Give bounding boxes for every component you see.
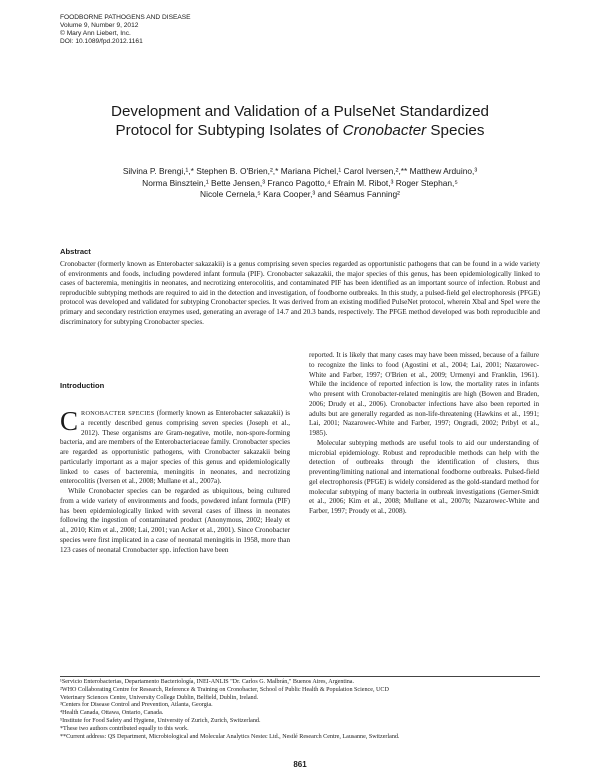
authors-line-2: Norma Binsztein,¹ Bette Jensen,³ Franco Pagotto,⁴ Efrain M. Ribot,³ Roger Stephan,⁵ — [142, 177, 458, 188]
footnote: ⁴Health Canada, Ottawa, Ontario, Canada. — [60, 710, 164, 717]
abstract-section — [60, 247, 540, 327]
drop-cap: C — [60, 406, 79, 436]
right-column — [309, 351, 539, 517]
intro-paragraph-3: reported. It is likely that many cases may have been missed, because of a failure to recognize the links to food (Agostini et al., 2004; Lai, 2001; Nazarowec-White and Farber, 1997; O'Brien et al., 2009; Urmenyi and Franklin, 1961). While the incidence of reported infection is low, the mortality rates in infants who present with Cronobacter-related meningitis are high (Bowen and Braden, 2006; Drudy et al., 2006). Cronobacter infections have also been reported in adults but are generally regarded as non-life-threatening (Hawkins et al., 1991; Lai, 2001; Nazarowec-White and Farber, 1997; Ongradi, 2002; Pribyl et al., 1985). — [309, 351, 539, 437]
footnote: ³Centers for Disease Control and Prevention, Atlanta, Georgia. — [60, 702, 213, 709]
copyright-line: © Mary Ann Liebert, Inc. — [60, 30, 131, 37]
intro-paragraph-4: Molecular subtyping methods are useful tools to aid our understanding of microbial epidemiology. Robust and reproducible methods can help with the detection of outbreaks through the identification of clusters, thus preventing/limiting national and international foodborne outbreaks. Pulsed-field gel electrophoresis (PFGE) is widely considered as the gold-standard method for molecular subtyping of many bacteria in outbreak investigations (Gerner-Smidt et al., 2006; Kim et al., 2008; Mullane et al., 2007b; Nazarowec-White and Farber, 1997; Proudy et al., 2008). — [309, 438, 539, 515]
footnote: *These two authors contributed equally to this work. — [60, 725, 189, 732]
title-line-2: Protocol for Subtyping Isolates of Cronobacter Species — [115, 122, 485, 139]
journal-name: FOODBORNE PATHOGENS AND DISEASE — [60, 14, 191, 21]
left-column — [60, 406, 290, 555]
authors-line-1: Silvina P. Brengi,¹,* Stephen B. O'Brien,²,* Mariana Pichel,¹ Carol Iversen,²,** Matthew Arduino,³ — [122, 166, 478, 176]
paper-title — [40, 102, 560, 140]
author-list — [70, 166, 530, 201]
footnote-divider — [60, 676, 540, 677]
footnote: ⁵Institute for Food Safety and Hygiene, University of Zurich, Zurich, Switzerland. — [60, 717, 261, 724]
footnote: ²WHO Collaborating Centre for Research, Reference & Training on Cronobacter, School of Public Health & Population Science, UCD — [60, 686, 389, 693]
small-caps-lead: RONOBACTER SPECIES — [81, 410, 155, 417]
footnote: ¹Servicio Enterobacterias, Departamento Bacteriología, INEI-ANLIS "Dr. Carlos G. Malbrán," Buenos Aires, Argentina. — [60, 679, 355, 685]
journal-header — [60, 14, 360, 46]
journal-volume: Volume 9, Number 9, 2012 — [60, 22, 139, 29]
abstract-heading: Abstract — [60, 247, 91, 256]
introduction-heading: Introduction — [60, 381, 105, 390]
doi-line: DOI: 10.1089/fpd.2012.1161 — [60, 38, 143, 45]
intro-paragraph-2: While Cronobacter species can be regarded as ubiquitous, being cultured from a wide variety of environments and foods, powdered infant formula (PIF) has been epidemiologically linked with several cases of illness in neonates following the ingestion of contaminated product (Anonymous, 2002; Healy et al., 2010; Kim et al., 2008; Lai, 2001; van Acker et al., 2001). Since Cronobacter species were first implicated in a case of neonatal meningitis in 1958, more than 123 cases of neonatal Cronobacter spp. infection have been — [60, 487, 290, 554]
intro-paragraph-1: CRONOBACTER SPECIES (formerly known as Enterobacter sakazakii) is a recently described genus comprising seven species (Joseph et al., 2012). These organisms are Gram-negative, motile, non-spore-forming bacteria, and are members of the Enterobacteriaceae family. Cronobacter species are regarded as opportunistic pathogens, with Cronobacter sakazakii being particularly important as a major species of this genus and epidemiologically linked to cases of bacteremia, meningitis in neonates, and necrotizing enterocolitis (Iversen et al., 2008; Mullane et al., 2007a). — [60, 406, 290, 486]
title-genus: Cronobacter — [342, 122, 427, 139]
footnotes — [60, 679, 540, 741]
footnote: **Current address: QS Department, Microbiological and Molecular Analytics Nestec Ltd., Nestlé Research Centre, Lausanne, Switzerland. — [60, 733, 400, 740]
abstract-text: Cronobacter (formerly known as Enterobacter sakazakii) is a genus comprising seven species regarded as opportunistic pathogens that can be found in a wide variety of environments and foods, including powdered infant formula (PIF). Cronobacter sakazakii, the major species of this genus, has been epidemiologically linked to cases of bacteremia, meningitis in neonates, and necrotizing enterocolitis, and contaminated PIF has been identified as an important source of infection. Robust and reproducible subtyping methods are required to aid in the detection and investigation, of foodborne outbreaks. In this study, a pulsed-field gel electrophoresis (PFGE) protocol was developed and validated for subtyping Cronobacter species. It was derived from an existing modified PulseNet protocol, wherein XbaI and SpeI were the primary and secondary restriction enzymes used, generating an average of 14.7 and 20.3 bands, respectively. The PFGE method developed was both reproducible and discriminatory for subtyping Cronobacter species. — [60, 260, 540, 326]
title-line-1: Development and Validation of a PulseNet Standardized — [111, 103, 489, 120]
authors-line-3: Nicole Cernela,⁵ Kara Cooper,³ and Séamus Fanning² — [200, 189, 400, 200]
page-number: 861 — [293, 760, 307, 769]
footnote: Veterinary Sciences Centre, University College Dublin, Belfield, Dublin, Ireland. — [60, 694, 259, 701]
